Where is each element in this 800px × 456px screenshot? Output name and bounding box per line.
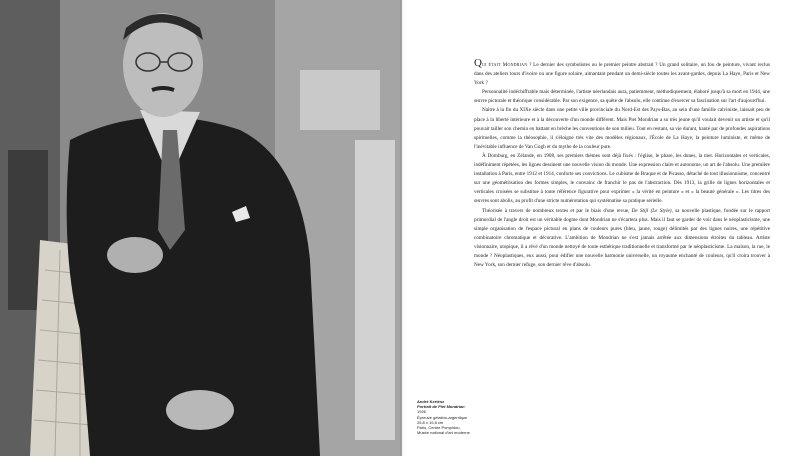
journal-title: De Stijl (Le Style) bbox=[631, 207, 672, 214]
caption-dimensions: 25,8 x 19,8 cm bbox=[417, 419, 444, 425]
caption-title: Portrait de Piet Mondrian bbox=[417, 404, 465, 410]
photo-caption bbox=[417, 399, 527, 435]
article-text bbox=[474, 57, 770, 270]
paragraph-5-text-a: Théorisée à travers de nombreux textes et par le biais d'une revue, bbox=[482, 207, 632, 214]
paragraph-2: Personnalité indéchiffrable mais déterminée, l'artiste néerlandais aura, patiemment, méthodiquement, élaboré jusqu'à sa mort en 1944, une œuvre picturale et théorique considérable. Par son exigence, sa quête de l'absolu, elle continue d'exercer sa fascination sur l'art d'aujourd'hui. bbox=[474, 89, 770, 105]
paragraph-3: Naître à la fin du XIXe siècle dans une petite ville provinciale du Nord-Est des Pays-Bas, au sein d'une famille calviniste, laissait peu de place à la liberté intérieure et à la découverte d'un monde différent. Mais Piet Mondrian a su très jeune qu'il voulait devenir un artiste et qu'il pouvait tailler son chemin en battant en brèche les conventions de son milieu. Tout en restant, sa vie durant, hanté par de profondes aspirations spirituelles, comme la théosophie, il s'éloigne très vite des modèles régionaux, l'École de La Haye, la peinture luministe, et même de l'inévitable influence de Van Gogh et du mythe de la couleur pure. bbox=[474, 107, 770, 150]
paragraph-1-text: ? Le dernier des symbolistes ou le premier peintre abstrait ? Un grand solitaire, un fou de peinture, vivant reclus dans des ateliers tours d'ivoire ou une figure solaire, aimantant pendant un demi-siècle toutes les avant-gardes, depuis La Haye, Paris et New York ? bbox=[474, 62, 770, 87]
paragraph-5 bbox=[474, 207, 770, 271]
caption-author: André Kertész bbox=[417, 399, 445, 404]
caption-location: Paris, Centre Pompidou, bbox=[417, 425, 461, 431]
caption-year: 1926 bbox=[417, 409, 426, 415]
drop-cap: Q bbox=[474, 57, 482, 69]
lead-question: ui était Mondrian bbox=[481, 62, 528, 68]
book-gutter bbox=[400, 0, 406, 456]
caption-museum: Musée national d'art moderne bbox=[417, 430, 470, 436]
paragraph-1 bbox=[474, 57, 770, 88]
caption-medium: Épreuve gélatino-argentique bbox=[417, 414, 468, 420]
paragraph-5-text-b: , sa nouvelle plastique, fondée sur le rapport primordial de l'angle droit est un véritable dogme dont Mondrian ne s'écartera plus. Mais il faut se garder de voir dans le néoplasticisme, une simple organisation de l'espace pictural en plans de couleurs pures (bleu, jaune, rouge) délimités par des lignes noires, une répétitive combinatoire chromatique et décorative. L'ambition de Mondrian ne s'est jamais arrêtée aux dimensions étroites du tableau. Artiste visionnaire, utopique, il a rêvé d'un monde nettoyé de toute esthétique traditionnelle et transformé par le néoplasticisme. La maison, la rue, le monde ? Néoplastiques, eux aussi, pour édifier une nouvelle harmonie universelle, un royaume enchanté de couleurs, qu'il croira trouver à New York, son dernier refuge, son dernier rêve d'absolu. bbox=[474, 207, 770, 269]
paragraph-4: À Domburg, en Zélande, en 1908, ses premiers thèmes sont déjà fixés : l'église, le phare, les dunes, la mer. Horizontales et verticales, indéfiniment répétées, les lignes dessinent une nouvelle vision du monde. Une expression claire et autonome, un art de l'absolu. Une première installation à Paris, entre 1912 et 1914, conforte ses convictions. Le cubisme de Braque et de Picasso, détaché de tout illusionnisme, concentré sur une géométrisation des formes simples, le convainc de franchir le pas de l'abstraction. Dès 1913, la grille de lignes horizontales et verticales croisées se substitue à toute référence figurative pour exprimer « la vérité en peinture » et « la beauté générale ». Les titres des œuvres sont abolis, au profit d'une stricte numérotation qui systématise sa pratique sérielle. bbox=[474, 152, 770, 205]
